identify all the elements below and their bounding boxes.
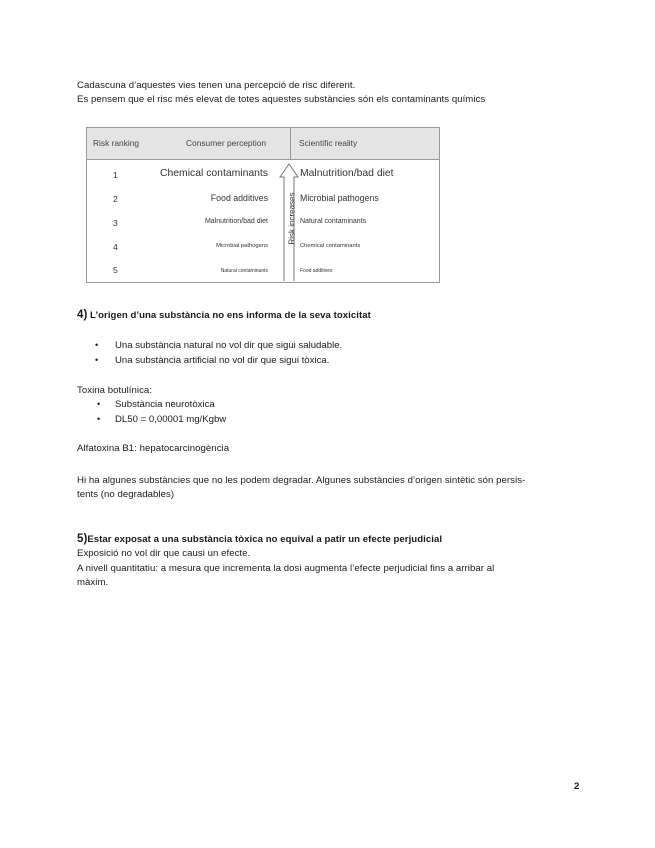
- section-4-bullet-list: [77, 338, 342, 368]
- list-item: • Una substància artificial no vol dir que sigui tòxica.: [77, 353, 342, 368]
- consumer-2: Food additives: [210, 193, 268, 203]
- risk-table-header: [87, 128, 439, 160]
- section-5-line-2: A nivell quantitatiu: a mesura que incrementa la dosi augmenta l’efecte perjudicial fins a arribar al: [77, 563, 495, 574]
- header-consumer-perception: Consumer perception: [186, 138, 267, 148]
- section-4-paragraph-line-2: tents (no degradables): [77, 489, 175, 500]
- section-5-title: Estar exposat a una substància tòxica no equival a patir un efecte perjudicial: [87, 534, 443, 545]
- rank-1: 1: [113, 170, 118, 180]
- rank-5: 5: [113, 265, 118, 275]
- section-5-line-1: Exposició no vol dir que causi un efecte.: [77, 548, 251, 559]
- section-5-heading: [77, 533, 442, 547]
- rank-2: 2: [113, 194, 118, 204]
- risk-increases-label: Risk increases: [287, 192, 297, 245]
- consumer-1: Chemical contaminants: [160, 168, 268, 179]
- scientific-1: Malnutrition/bad diet: [300, 168, 394, 179]
- toxina-bullet-list: [77, 397, 226, 427]
- consumer-5: Natural contaminants: [220, 268, 268, 274]
- page-number: 2: [574, 781, 580, 792]
- consumer-4: Microbial pathogens: [216, 243, 268, 249]
- header-divider: [290, 128, 291, 159]
- risk-ranking-table: [86, 127, 440, 283]
- scientific-2: Microbial pathogens: [300, 193, 379, 203]
- scientific-4: Chemical contaminants: [300, 243, 361, 249]
- toxina-title: Toxina botulínica:: [77, 385, 153, 396]
- list-item: • Substància neurotòxica: [77, 397, 226, 412]
- section-5-line-3: màxim.: [77, 577, 109, 588]
- list-item: • Una substància natural no vol dir que sigui saludable.: [77, 338, 342, 353]
- scientific-3: Natural contaminants: [300, 218, 367, 225]
- alfatoxina-line: Alfatoxina B1: hepatocarcinogència: [77, 443, 230, 454]
- consumer-3: Malnutrition/bad diet: [204, 218, 268, 225]
- list-item: • DL50 = 0,00001 mg/Kgbw: [77, 412, 226, 427]
- header-scientific-reality: Scientific reality: [299, 138, 358, 148]
- rank-3: 3: [113, 218, 118, 228]
- section-5-number: 5): [77, 533, 88, 545]
- section-4-heading: [77, 309, 371, 323]
- rank-4: 4: [113, 242, 118, 252]
- scientific-5: Food additives: [300, 268, 333, 274]
- section-4-number: 4): [77, 309, 88, 321]
- header-risk-ranking: Risk ranking: [93, 138, 140, 148]
- section-4-title: L’origen d’una substància no ens informa de la seva toxicitat: [90, 310, 371, 321]
- intro-line-1: Cadascuna d’aquestes vies tenen una percepció de risc diferent.: [77, 80, 356, 91]
- section-4-paragraph-line-1: Hi ha algunes substàncies que no les podem degradar. Algunes substàncies d’origen sintètic són persis-: [77, 475, 526, 486]
- intro-line-2: Es pensem que el risc més elevat de totes aquestes substàncies són els contaminants químics: [77, 94, 486, 105]
